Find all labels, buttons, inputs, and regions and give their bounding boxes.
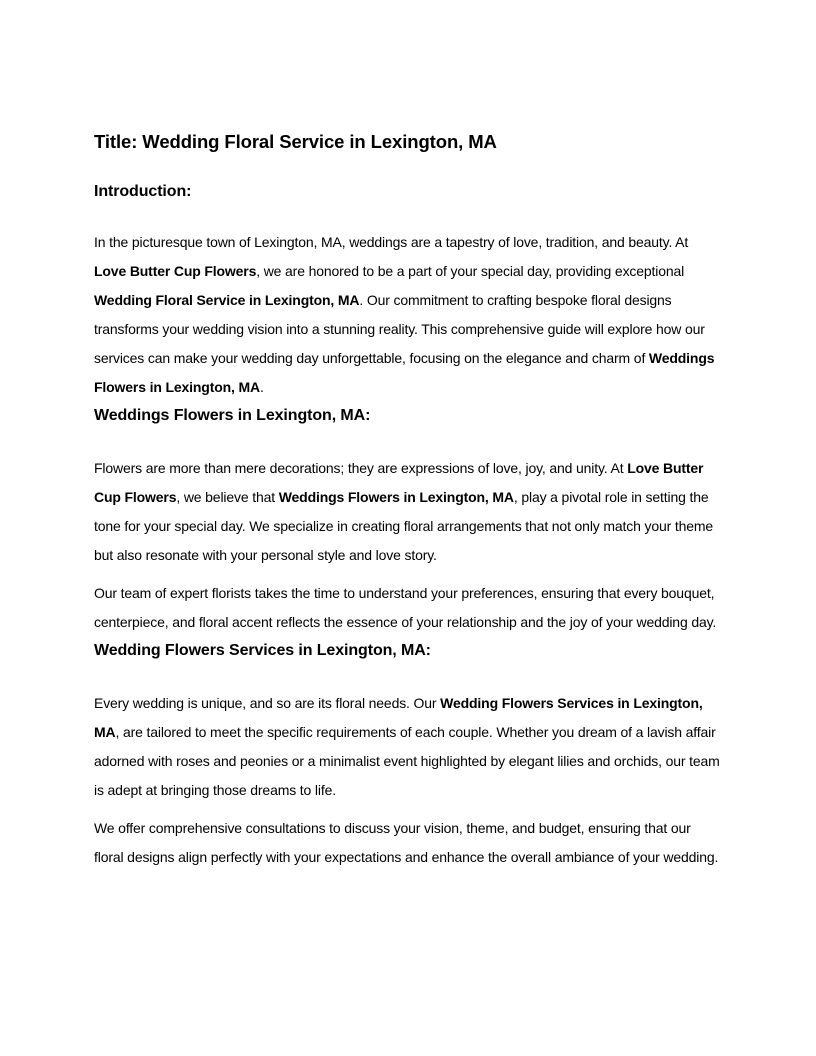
- text-run: , play a pivotal role in setting the tone for your special day. We specialize in creating floral arrangements that not only match your theme but also resonate with your personal style and love story.: [94, 489, 714, 563]
- introduction-heading: Introduction:: [94, 183, 192, 200]
- text-run: , we believe that: [176, 489, 279, 505]
- introduction-paragraph: [94, 228, 722, 402]
- text-run: In the picturesque town of Lexington, MA, weddings are a tapestry of love, tradition, and beauty. At: [94, 234, 689, 250]
- text-run: , we are honored to be a part of your special day, providing exceptional: [256, 263, 685, 279]
- text-run: Flowers are more than mere decorations; they are expressions of love, joy, and unity. At: [94, 460, 628, 476]
- weddings-flowers-heading: Weddings Flowers in Lexington, MA:: [94, 407, 371, 424]
- weddings-flowers-paragraph-1: [94, 454, 722, 570]
- bold-run: Love Butter Cup Flowers: [94, 460, 704, 505]
- text-run: . Our commitment to crafting bespoke floral designs transforms your wedding vision into a stunning reality. This comprehensive guide will explore how our services can make your wedding day unforgettable, focusing on the elegance and charm of: [94, 292, 705, 366]
- bold-run: Weddings Flowers in Lexington, MA: [94, 350, 715, 395]
- wedding-services-heading: Wedding Flowers Services in Lexington, MA:: [94, 642, 431, 659]
- bold-run: Love Butter Cup Flowers: [94, 263, 257, 279]
- bold-run: Wedding Flowers Services in Lexington, MA: [94, 695, 703, 740]
- document-body: [94, 128, 722, 872]
- bold-run: Weddings Flowers in Lexington, MA: [278, 489, 514, 505]
- text-run: Every wedding is unique, and so are its floral needs. Our: [94, 695, 441, 711]
- text-run: .: [259, 379, 264, 395]
- document-title: Title: Wedding Floral Service in Lexington, MA: [94, 131, 497, 152]
- wedding-services-paragraph-2: We offer comprehensive consultations to discuss your vision, theme, and budget, ensuring that our floral designs align perfectly with your expectations and enhance the overall ambiance of your wedding.: [94, 820, 719, 865]
- bold-run: Wedding Floral Service in Lexington, MA: [94, 292, 360, 308]
- text-run: , are tailored to meet the specific requirements of each couple. Whether you dream of a lavish affair adorned with roses and peonies or a minimalist event highlighted by elegant lilies and orchids, our team is adept at bringing those dreams to life.: [94, 724, 720, 798]
- weddings-flowers-paragraph-2: Our team of expert florists takes the time to understand your preferences, ensuring that every bouquet, centerpiece, and floral accent reflects the essence of your relationship and the joy of your wedding day.: [94, 585, 717, 630]
- wedding-services-paragraph-1: [94, 689, 722, 805]
